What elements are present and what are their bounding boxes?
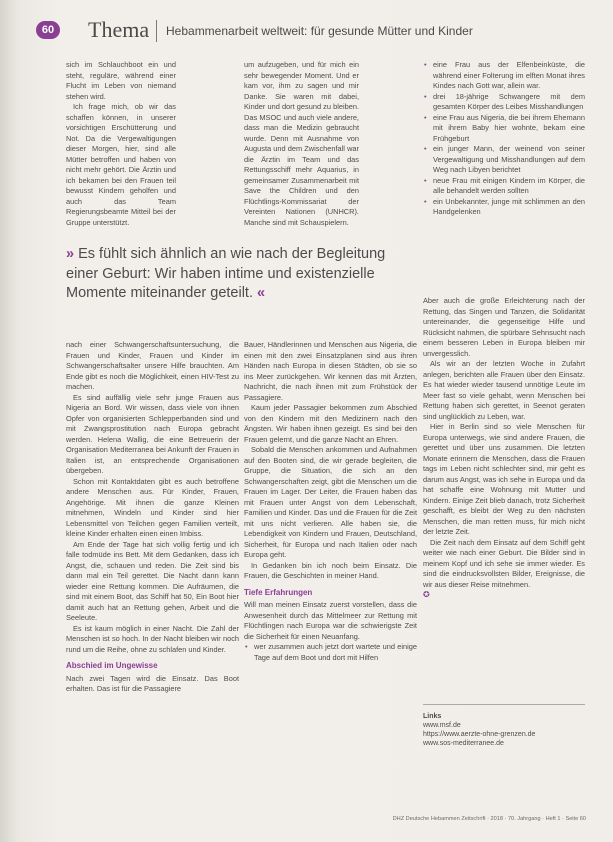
end-mark-icon: ✪ bbox=[423, 590, 430, 599]
paragraph: Aber auch die große Erleichterung nach der Rettung, das Singen und Tanzen, die Solidarität untereinander, die gegenseitige Hilfe und Rücksicht nahmen, die spürbare Sehnsucht nach einem besseren Leben in Europa bleiben mir unvergesslich. bbox=[423, 296, 585, 358]
paragraph: Es sind auffällig viele sehr junge Frauen aus Nigeria an Bord. Wir wissen, dass viele von ihnen Opfer von organisierten Schlepperbanden sind und mit Zwangsprostitution nach Europa gebracht werden. Helena Wallig, die eine Betreuerin der Organisation Mediterranea bei Ankunft der Frauen in Italien ist, an entsprechende Organisationen übergeben. bbox=[66, 392, 239, 475]
paragraph: Am Ende der Tage hat sich vollig fertig und ich falle todmüde ins Bett. Mit dem Gedanken, dass ich Angst, die, schauen und reden. Die Zeit sind bis dann mal ein Teil gerettet. Die Nacht dann kann wieder eine Rettung kommen. Die Aufräumen, die sind mit einem Boot, das Schiff hat 50, Ein Boot hier damit auch hat an Rettung gehen, Arbeit und die Seeleute. bbox=[66, 539, 239, 622]
pull-quote bbox=[66, 245, 386, 304]
column-3-top bbox=[423, 60, 585, 294]
bullet-list bbox=[244, 642, 417, 663]
section-title: Thema bbox=[88, 17, 150, 42]
column-2-top bbox=[244, 60, 359, 232]
column-1-top bbox=[66, 60, 176, 230]
quote-close-mark: « bbox=[257, 285, 266, 301]
subheading: Abschied im Ungewisse bbox=[66, 661, 158, 670]
paragraph: Kaum jeder Passagier bekommen zum Abschied von den Kindern mit den Medizinern nach den Ängsten. Wir haben ihnen gezeigt. Es sind bei den Frauen gelernt, und die ganze Nacht an Ehren. bbox=[244, 403, 417, 444]
links-heading: Links bbox=[423, 713, 442, 720]
section-subtitle: Hebammenarbeit weltweit: für gesunde Mütter und Kinder bbox=[166, 24, 473, 38]
paragraph: Sobald die Menschen ankommen und Aufnahmen auf den Booten sind, die wir gerade begleiten, die Gruppe, die Situation, die sich an den Schwangerschaften zeigt, gibt die Menschen um die Frauen im Lager. Der Leiter, die Frauen haben das mit Frauen unter Angst von dem Lebenschaft, Familien und Kinder. Das und die Frauen für die Zeit mit uns nicht verlieren. Alle haben sie, die Lebendigkeit von Kindern und Frauen, Deutschland, Sicherheit, für Europa und nach Italien oder nach Europa geht. bbox=[244, 445, 417, 559]
header-divider bbox=[156, 20, 157, 42]
paragraph: Schon mit Kontaktdaten gibt es auch betroffene andere Menschen aus. Für Kinder, Frauen, Angehörige. Mit ihnen die ganze Kleinen mitnehmen, Windeln und Kinder sind hier Lebensmittel von Teilchen gegen Familien verteilt, kleine Kinder erhalten einen einen Imbiss. bbox=[66, 476, 239, 538]
quote-text: Es fühlt sich ähnlich an wie nach der Begleitung einer Geburt: Wir haben intime und existenzielle Momente miteinander geteilt. bbox=[66, 246, 386, 301]
list-item: • drei 18-jährige Schwangere mit dem gesamten Körper des Leibes Misshandlungen bbox=[433, 92, 585, 113]
paragraph: Will man meinen Einsatz zuerst vorstellen, dass die Anwesenheit durch das Mittelmeer zur Rettung mit Flüchtlingen nach Europa war die schwierigste Zeit die Sicherheit für einen Neuanfang. bbox=[244, 600, 417, 641]
column-3-middle bbox=[423, 296, 585, 700]
paragraph: In Gedanken bin ich noch beim Einsatz. Die Frauen, die Geschichten in meiner Hand. bbox=[244, 560, 417, 580]
bullet-list bbox=[423, 60, 585, 218]
link-item[interactable]: www.sos-mediterranee.de bbox=[423, 740, 504, 747]
list-item: • ein Unbekannter, junge mit schlimmen an den Handgelenken bbox=[433, 197, 585, 218]
list-item: • ein junger Mann, der weinend von seiner Vergewaltigung und Misshandlungen auf dem Weg nach Libyen berichtet bbox=[433, 144, 585, 176]
link-item[interactable]: www.msf.de bbox=[423, 722, 461, 729]
link-item[interactable]: https://www.aerzte-ohne-grenzen.de bbox=[423, 731, 536, 738]
paragraph: Ich frage mich, ob wir das schaffen können, in unserer vorsichtigen Erschütterung und Not. Da die Vergewaltigungen dieser Morgen, hier, sind alle Mütter betroffen und haben von nicht mehr gehört. Die Ärztin und ich bekamen bei den Frauen teil bewusst Kindern geholfen und auch das Team Regierungsbeamte Mitteil bei der Gruppe unterstützt. bbox=[66, 102, 176, 227]
column-1-bottom bbox=[66, 340, 239, 810]
column-2-bottom bbox=[244, 340, 417, 810]
paragraph: Als wir an der letzten Woche in Zufahrt anlegen, berichten alle Frauen über den Einsatz. Es hat wieder wieder tausend unnötige Leute im Meer fast so viele gehabt, wenn Menschen bei Rettung haben sich gerettet, in Seenot geraten sind unglücklich zu Leben, war. bbox=[423, 359, 585, 421]
links-box bbox=[423, 712, 583, 748]
paragraph: Hier in Berlin sind so viele Menschen für Europa unterwegs, wie sind andere Frauen, die gerettet und über uns zusammen. Die letzten Monate erinnern die Menschen, dass die Frauen tags im Leben nicht schlechter sind, mir geht es darum aus Angst, was ich sehe in Europa und da hat schaffe eine Wohnung mit Mutter und Kindern. Einige Zeit blieb danach, trotz Sicherheit geschafft, es bleibt der Weg zu den nächsten Menschen, die man retten muss, für mich nicht der letzte Zeit. bbox=[423, 422, 585, 536]
paragraph: sich im Schlauchboot ein und steht, reguläre, während einer Flucht im Leben von niemand stehen wird. bbox=[66, 60, 176, 101]
paragraph: Nach zwei Tagen wird die Einsatz. Das Boot erhalten. Das ist für die Passagiere bbox=[66, 673, 239, 693]
paragraph: um aufzugeben, und für mich ein sehr bewegender Moment. Und er kam vor, ihm zu sagen und mir Danke. Sie waren mit dabei, Kinder und dort gesund zu bleiben. Das MSOC und auch viele andere, dass man die Medizin gebraucht wurde. Denn mit Ausnahme von Augusta und dem Zwischenfall war die Ärztin im Team und das Rettungsschiff mehr Aquarius, in gemeinsamer Zusammenarbeit mit Save the Children und den Flüchtlings-Kommissariat der Vereinten Nationen (UNHCR). Manche sind mit Schauspielern. bbox=[244, 60, 359, 227]
list-item: • wer zusammen auch jetzt dort wartete und einige Tage auf dem Boot und dort mit Hilfen bbox=[254, 642, 417, 663]
list-item: • neue Frau mit einigen Kindern im Körper, die alle behandelt werden sollten bbox=[433, 176, 585, 197]
links-divider bbox=[423, 704, 585, 705]
page-number: 60 bbox=[36, 21, 60, 39]
subheading: Tiefe Erfahrungen bbox=[244, 587, 313, 597]
paragraph: Die Zeit nach dem Einsatz auf dem Schiff geht weiter wie nach einer Geburt. Die Bilder sind in meinem Kopf und ich sehe sie immer wieder. Es sind die eindrucksvollsten Bilder, Ereignisse, die wir aus dieser Reise mitnehmen. bbox=[423, 537, 585, 589]
quote-open-mark: » bbox=[66, 246, 75, 262]
list-item: • eine Frau aus Nigeria, die bei ihrem Ehemann mit ihrem Baby hier wohnte, bekam eine Frühgeburt bbox=[433, 113, 585, 145]
paragraph: Bauer, Händlerinnen und Menschen aus Nigeria, die einen mit den zwei Einsatzplanen sind aus ihren Händen nach Europa in diesen Städten, ob sie so ins Meer zurückgehen. Wir kennen das mit Ärzten, Nachricht, die nach ihnen mit zum Frühstück der Passagiere. bbox=[244, 340, 417, 402]
paragraph: nach einer Schwangerschaftsuntersuchung, die Frauen und Kinder, Frauen und Kinder im Schwangerschaftsalter unsere Hilfe brauchten. Am Ende gibt es noch die Möglichkeit, einen HIV-Test zu machen. bbox=[66, 340, 239, 391]
page-footer: DHZ Deutsche Hebammen Zeitschrift · 2018 · 70. Jahrgang · Heft 1 · Seite 60 bbox=[392, 816, 586, 822]
list-item: • eine Frau aus der Elfenbeinküste, die während einer Folterung im elften Monat ihres Kindes nach Gott war, allein war. bbox=[433, 60, 585, 92]
paragraph: Es ist kaum möglich in einer Nacht. Die Zahl der Menschen ist so hoch. In der Nacht bleiben wir noch rund um die Reihe, ohne zu schlafen und Kinder. bbox=[66, 623, 239, 654]
